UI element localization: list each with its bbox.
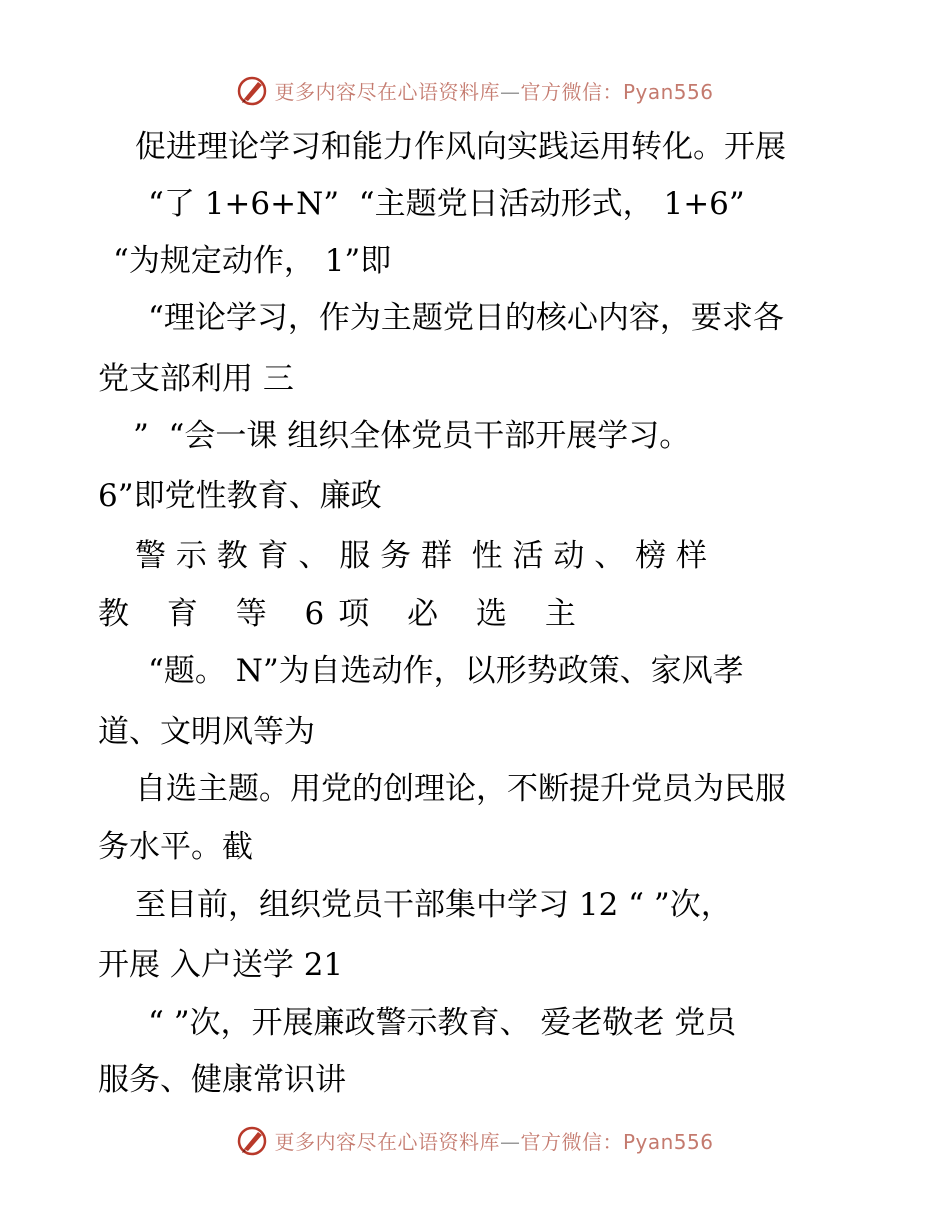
watermark-site: 更多内容尽在心语资料库 bbox=[274, 79, 500, 104]
watermark-footer bbox=[0, 1120, 950, 1160]
watermark-text bbox=[274, 1126, 713, 1155]
body-line-9: 教 育 等 6项 必 选 主 bbox=[98, 596, 590, 632]
body-line-1: 促进理论学习和能力作风向实践运用转化。开展 bbox=[135, 129, 786, 165]
body-line-17: 服务、健康常识讲 bbox=[98, 1062, 346, 1098]
body-line-5: 党支部利用 三 bbox=[98, 361, 294, 397]
watermark-header bbox=[0, 70, 950, 110]
body-line-8: 警 示 教 育 、 服 务 群 性 活 动 、 榜 样 bbox=[135, 538, 707, 574]
body-line-11: 道、文明风等为 bbox=[98, 714, 315, 750]
pen-logo-icon bbox=[236, 74, 268, 106]
body-line-4: “理论学习，作为主题党日的核心内容，要求各 bbox=[148, 300, 784, 336]
body-line-16: “ ”次，开展廉政警示教育、 爱老敬老 党员 bbox=[148, 1005, 737, 1041]
watermark-site: 更多内容尽在心语资料库 bbox=[274, 1129, 500, 1154]
body-line-2: “了 1+6+N” “主题党日活动形式， 1+6” bbox=[148, 186, 745, 222]
watermark-dash: — bbox=[499, 1129, 521, 1154]
body-line-6: ” “会一课 组织全体党员干部开展学习。 bbox=[133, 418, 691, 454]
body-line-12: 自选主题。用党的创理论，不断提升党员为民服 bbox=[135, 771, 786, 807]
watermark-text bbox=[274, 76, 713, 105]
watermark-dash: — bbox=[499, 79, 521, 104]
body-line-13: 务水平。截 bbox=[98, 829, 253, 865]
body-line-7: 6”即党性教育、廉政 bbox=[98, 478, 382, 514]
pen-logo-icon bbox=[236, 1124, 268, 1156]
watermark-official: 官方微信：Pyan556 bbox=[520, 1129, 714, 1154]
body-line-14: 至目前，组织党员干部集中学习 12 “ ”次， bbox=[135, 887, 732, 923]
watermark-official: 官方微信：Pyan556 bbox=[520, 79, 714, 104]
body-line-3: “为规定动作， 1”即 bbox=[113, 243, 392, 279]
body-line-10: “题。 N”为自选动作，以形势政策、家风孝 bbox=[148, 653, 744, 689]
body-line-15: 开展 入户送学 21 bbox=[98, 947, 344, 983]
